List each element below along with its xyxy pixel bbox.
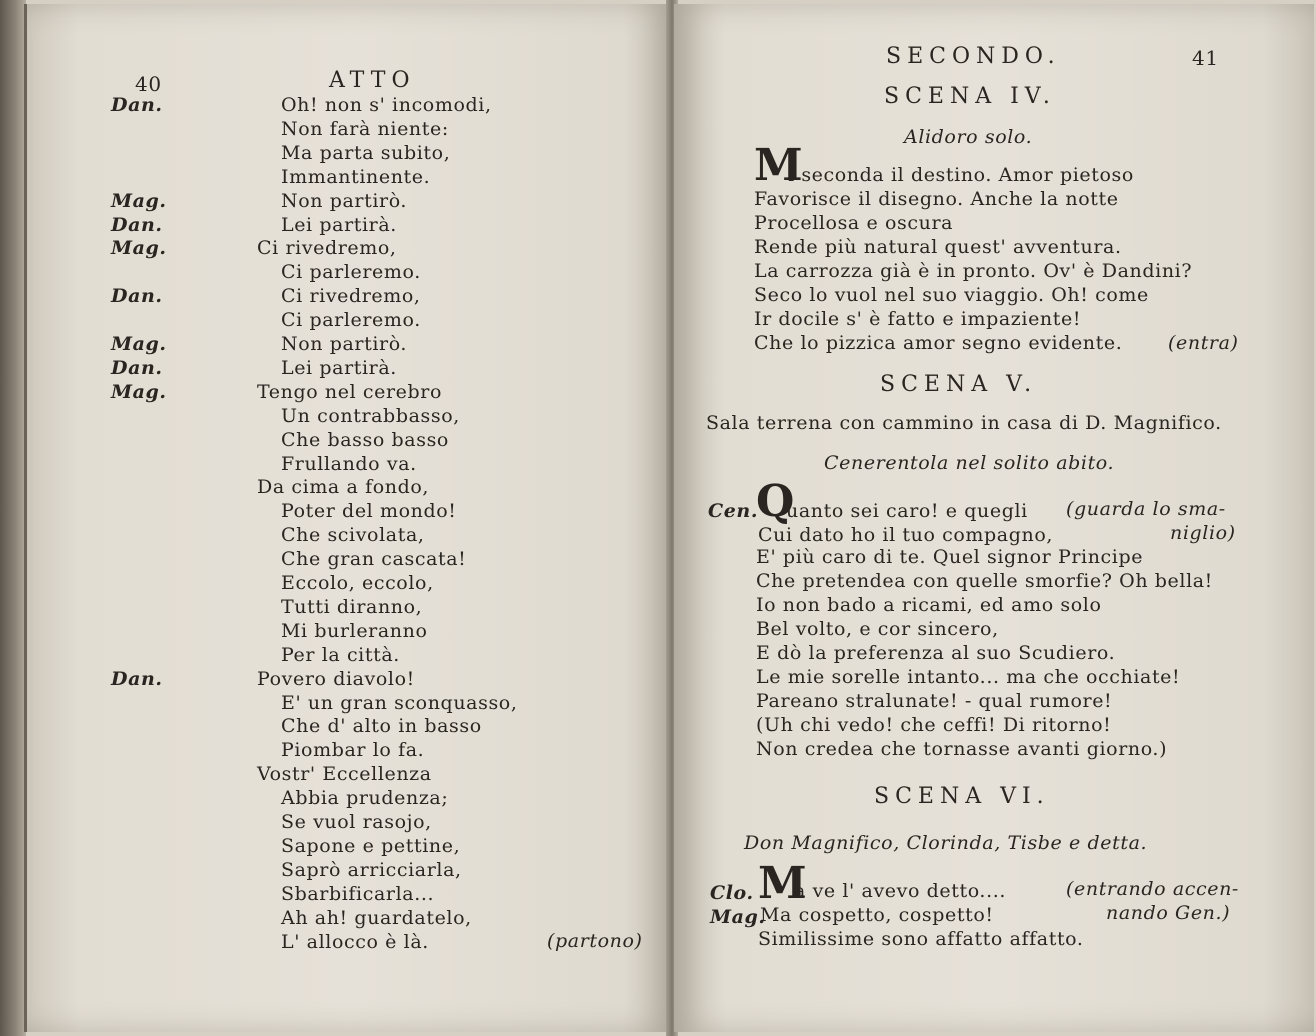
verse-line: Che gran cascata! xyxy=(281,548,467,571)
scene5-drop-cap: Q xyxy=(756,476,795,527)
verse-line: Lei partirà. xyxy=(281,356,397,379)
verse-line: Seco lo vuol nel suo viaggio. Oh! come xyxy=(754,284,1149,306)
verse-line: Ci parleremo. xyxy=(281,309,421,332)
scene6-speaker-clo: Clo. xyxy=(710,882,754,904)
verse-line: Sbarbificarla... xyxy=(281,882,435,905)
verse-line: Poter del mondo! xyxy=(281,500,457,523)
scene4-drop-cap: M xyxy=(754,140,804,191)
scene5-heading: SCENA V. xyxy=(880,372,1038,397)
speaker-label: Dan. xyxy=(111,94,163,116)
scene5-first-line: uanto sei caro! e quegli xyxy=(786,500,1028,522)
verse-line: Le mie sorelle intanto... ma che occhiate! xyxy=(756,666,1181,688)
verse-line: (Uh chi vedo! che ceffi! Di ritorno! xyxy=(756,714,1112,736)
verse-line: Povero diavolo! xyxy=(257,667,415,690)
verse-line: Non credea che tornasse avanti giorno.) xyxy=(756,738,1168,760)
verse-line: Che scivolata, xyxy=(281,524,425,547)
verse-line: Saprò arricciarla, xyxy=(281,858,462,881)
verse-line: Che d' alto in basso xyxy=(281,715,482,738)
verse-line: Favorisce il disegno. Anche la notte xyxy=(754,188,1119,210)
verse-line: E' più caro di te. Quel signor Principe xyxy=(756,546,1144,568)
scene6-direction-a: (entrando accen- xyxy=(1066,878,1239,900)
verse-line: Io non bado a ricami, ed amo solo xyxy=(756,594,1102,616)
speaker-label: Mag. xyxy=(111,380,167,403)
verse-line: Ir docile s' è fatto e impaziente! xyxy=(754,308,1082,330)
book-edge xyxy=(0,0,26,1036)
verse-line: Tengo nel cerebro xyxy=(257,380,443,403)
verse-line: Non farà niente: xyxy=(281,117,449,140)
verse-line: Oh! non s' incomodi, xyxy=(281,94,492,116)
verse-line: L' allocco è là. xyxy=(281,930,429,953)
verse-line: Ci rivedremo, xyxy=(257,237,397,260)
verse-line: Un contrabbasso, xyxy=(281,404,460,427)
verse-line: Vostr' Eccellenza xyxy=(257,763,432,786)
right-page xyxy=(674,4,1314,1032)
verse-line: E' un gran sconquasso, xyxy=(281,691,518,714)
verse-line: Frullando va. xyxy=(281,452,417,475)
verse-line: Tutti diranno, xyxy=(281,595,423,618)
verse-line: Che basso basso xyxy=(281,428,449,451)
speaker-label: Dan. xyxy=(111,356,163,379)
verse-line: Rende più natural quest' avventura. xyxy=(754,236,1122,258)
verse-line: Non partirò. xyxy=(281,189,408,212)
scene4-heading: SCENA IV. xyxy=(884,84,1056,109)
verse-line: Sapone e pettine, xyxy=(281,834,461,857)
scene6-speaker-mag: Mag. xyxy=(710,906,766,928)
scene5-speaker: Cen. xyxy=(708,500,759,522)
left-running-head: ATTO xyxy=(329,68,416,93)
verse-line: Ci rivedremo, xyxy=(281,285,421,308)
verse-line: Se vuol rasojo, xyxy=(281,811,432,833)
verse-line: Per la città. xyxy=(281,643,400,666)
speaker-label: Mag. xyxy=(111,237,167,260)
verse-line: Abbia prudenza; xyxy=(281,787,449,810)
scene5-direction-b: niglio) xyxy=(1170,522,1236,544)
scene4-cast: Alidoro solo. xyxy=(904,126,1033,148)
speaker-label: Dan. xyxy=(111,213,163,236)
scene5-cast: Cenerentola nel solito abito. xyxy=(824,452,1115,474)
verse-line: Piombar lo fa. xyxy=(281,739,425,762)
left-exit-direction: (partono) xyxy=(547,930,643,952)
right-running-head: SECONDO. xyxy=(886,44,1061,69)
speaker-label: Mag. xyxy=(111,189,167,212)
right-page-number: 41 xyxy=(1192,46,1219,70)
scene6-cast: Don Magnifico, Clorinda, Tisbe e detta. xyxy=(744,832,1148,854)
verse-line: E dò la preferenza al suo Scudiero. xyxy=(756,642,1116,664)
speaker-label: Mag. xyxy=(111,333,167,355)
verse-line: Eccolo, eccolo, xyxy=(281,572,434,594)
scene6-drop-cap: M xyxy=(758,858,808,909)
scene6-line-3: Similissime sono affatto affatto. xyxy=(758,928,1084,950)
verse-line: Procellosa e oscura xyxy=(754,212,954,234)
scene5-direction-a: (guarda lo sma- xyxy=(1066,498,1226,520)
scene5-setting: Sala terrena con cammino in casa di D. Magnifico. xyxy=(706,412,1222,434)
verse-line: Bel volto, e cor sincero, xyxy=(756,618,999,640)
verse-line: Ci parleremo. xyxy=(281,261,421,284)
verse-line: Lei partirà. xyxy=(281,213,397,236)
verse-line: Non partirò. xyxy=(281,333,408,355)
verse-line: i seconda il destino. Amor pietoso xyxy=(788,164,1134,186)
scene6-line-1: a ve l' avevo detto.... xyxy=(794,880,1006,902)
verse-line: Mi burleranno xyxy=(281,619,428,642)
verse-line: Immantinente. xyxy=(281,165,431,188)
verse-line: Che pretendea con quelle smorfie? Oh bella! xyxy=(756,570,1213,592)
scene6-heading: SCENA VI. xyxy=(874,784,1050,809)
verse-line: Pareano stralunate! - qual rumore! xyxy=(756,690,1113,712)
verse-line: Da cima a fondo, xyxy=(257,476,430,499)
scene6-line-2: Ma cospetto, cospetto! xyxy=(760,904,994,926)
left-page-number: 40 xyxy=(135,72,162,96)
scene4-exit-direction: (entra) xyxy=(1168,332,1239,354)
left-page xyxy=(24,4,675,1032)
verse-line: La carrozza già è in pronto. Ov' è Dandini? xyxy=(754,260,1193,282)
speaker-label: Dan. xyxy=(111,285,163,308)
scene6-direction-b: nando Gen.) xyxy=(1106,902,1231,924)
verse-line: Ma parta subito, xyxy=(281,141,451,164)
verse-line: Che lo pizzica amor segno evidente. xyxy=(754,332,1123,354)
speaker-label: Dan. xyxy=(111,667,163,690)
verse-line: Ah ah! guardatelo, xyxy=(281,906,472,929)
scene5-second-line: Cui dato ho il tuo compagno, xyxy=(758,524,1054,546)
